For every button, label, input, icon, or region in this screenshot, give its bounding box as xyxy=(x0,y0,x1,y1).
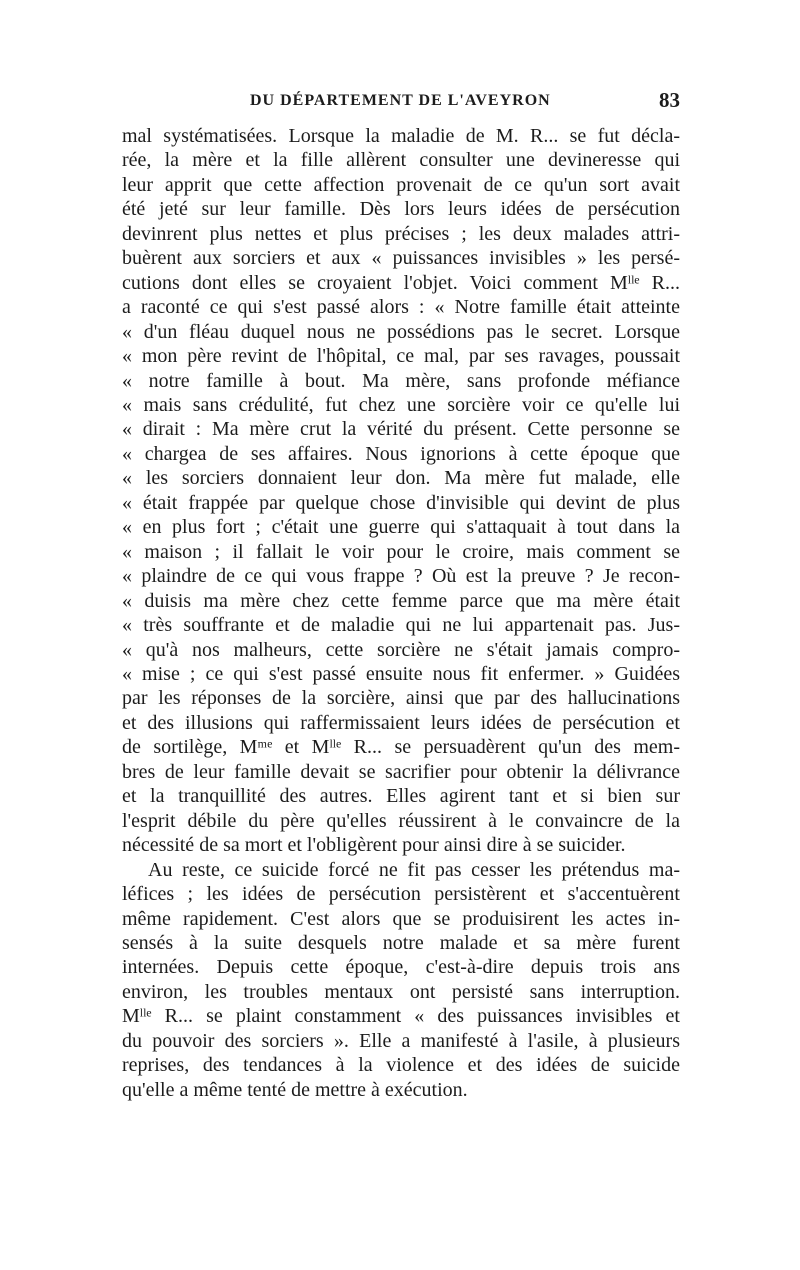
text-line: du pouvoir des sorciers ». Elle a manifesté à l'asile, à plusieurs xyxy=(122,1029,680,1052)
quote-line: « chargea de ses affaires. Nous ignorions à cette époque que xyxy=(122,442,680,465)
quote-line: « mais sans crédulité, fut chez une sorcière voir ce qu'elle lui xyxy=(122,393,680,416)
page-number: 83 xyxy=(659,88,680,112)
text-line: a raconté ce qui s'est passé alors : « Notre famille était atteinte xyxy=(122,296,680,319)
quote-line: « en plus fort ; c'était une guerre qui s'attaquait à tout dans la xyxy=(122,516,680,539)
quote-line: « les sorciers donnaient leur don. Ma mère fut malade, elle xyxy=(122,467,680,490)
quote-line: « était frappée par quelque chose d'invisible qui devint de plus xyxy=(122,491,680,514)
quote-line: « mise ; ce qui s'est passé ensuite nous fit enfermer. » Guidées xyxy=(122,662,680,685)
text-line: environ, les troubles mentaux ont persisté sans interruption. xyxy=(122,980,680,1003)
text-line: cutions dont elles se croyaient l'objet. Voici comment Mˡˡᵉ R... xyxy=(122,271,680,294)
text-line: léfices ; les idées de persécution persistèrent et s'accentuèrent xyxy=(122,883,680,906)
quote-line: « d'un fléau duquel nous ne possédions pas le secret. Lorsque xyxy=(122,320,680,343)
text-line: et la tranquillité des autres. Elles agirent tant et si bien sur xyxy=(122,785,680,808)
text-line: Mˡˡᵉ R... se plaint constamment « des puissances invisibles et xyxy=(122,1005,680,1028)
text-line: et des illusions qui raffermissaient leurs idées de persécution et xyxy=(122,711,680,734)
quote-line: « très souffrante et de maladie qui ne lui appartenait pas. Jus- xyxy=(122,614,680,637)
quote-line: « plaindre de ce qui vous frappe ? Où est la preuve ? Je recon- xyxy=(122,565,680,588)
paragraph-start-line: Au reste, ce suicide forcé ne fit pas cesser les prétendus ma- xyxy=(148,858,680,881)
text-line: bres de leur famille devait se sacrifier pour obtenir la délivrance xyxy=(122,760,680,783)
paragraph-end-line: qu'elle a même tenté de mettre à exécution. xyxy=(122,1078,468,1101)
text-line: de sortilège, Mᵐᵉ et Mˡˡᵉ R... se persuadèrent qu'un des mem- xyxy=(122,736,680,759)
text-line: l'esprit débile du père qu'elles réussirent à le convaincre de la xyxy=(122,809,680,832)
quote-line: « mon père revint de l'hôpital, ce mal, par ses ravages, poussait xyxy=(122,345,680,368)
text-line: reprises, des tendances à la violence et des idées de suicide xyxy=(122,1054,680,1077)
body-text xyxy=(122,124,680,1102)
quote-line: « notre famille à bout. Ma mère, sans profonde méfiance xyxy=(122,369,680,392)
text-line: rée, la mère et la fille allèrent consulter une devineresse qui xyxy=(122,149,680,172)
quote-line: « dirait : Ma mère crut la vérité du présent. Cette personne se xyxy=(122,418,680,441)
text-line: été jeté sur leur famille. Dès lors leurs idées de persécution xyxy=(122,198,680,221)
text-line: sensés à la suite desquels notre malade et sa mère furent xyxy=(122,931,680,954)
text-line: par les réponses de la sorcière, ainsi que par des hallucinations xyxy=(122,687,680,710)
text-line: internées. Depuis cette époque, c'est-à-dire depuis trois ans xyxy=(122,956,680,979)
paragraph-end-line: nécessité de sa mort et l'obligèrent pour ainsi dire à se suicider. xyxy=(122,834,626,857)
quote-line: « maison ; il fallait le voir pour le croire, mais comment se xyxy=(122,540,680,563)
text-line: buèrent aux sorciers et aux « puissances invisibles » les persé- xyxy=(122,247,680,270)
text-line: même rapidement. C'est alors que se produisirent les actes in- xyxy=(122,907,680,930)
text-line: mal systématisées. Lorsque la maladie de M. R... se fut décla- xyxy=(122,125,680,147)
quote-line: « qu'à nos malheurs, cette sorcière ne s'était jamais compro- xyxy=(122,638,680,661)
text-line: leur apprit que cette affection provenait de ce qu'un sort avait xyxy=(122,173,680,196)
running-title: DU DÉPARTEMENT DE L'AVEYRON xyxy=(250,92,551,109)
text-line: devinrent plus nettes et plus précises ; les deux malades attri- xyxy=(122,222,680,245)
quote-line: « duisis ma mère chez cette femme parce que ma mère était xyxy=(122,589,680,612)
page-header xyxy=(122,88,680,116)
